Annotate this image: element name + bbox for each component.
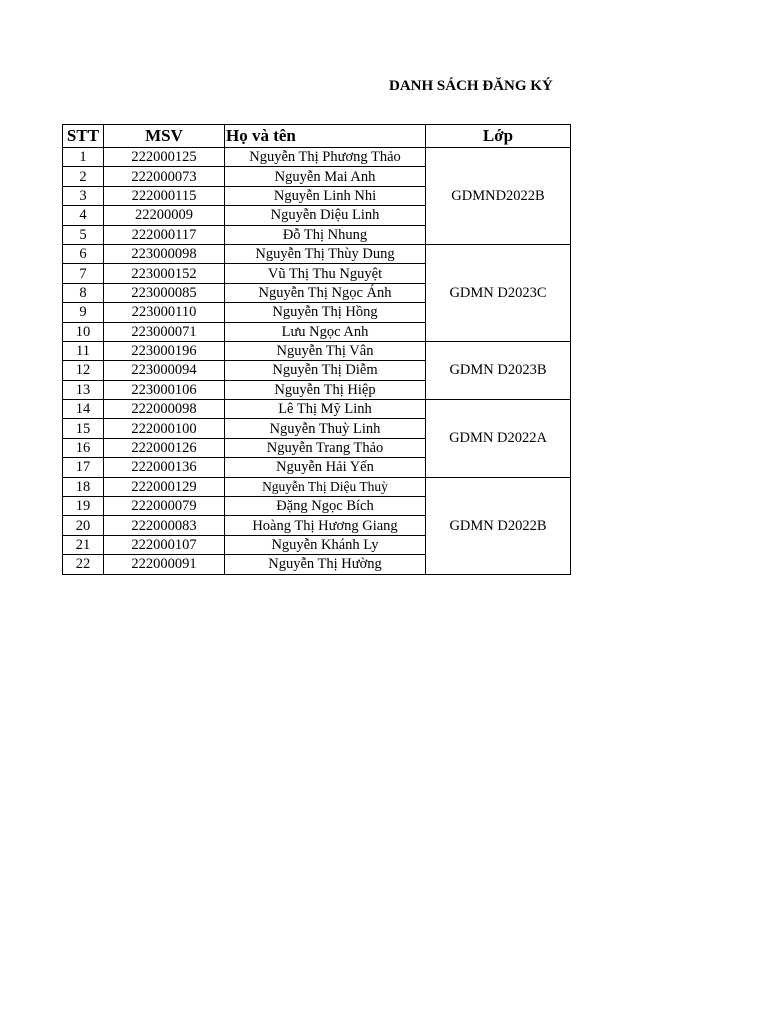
cell-msv: 222000125 <box>104 148 225 167</box>
cell-stt: 1 <box>63 148 104 167</box>
cell-msv: 223000110 <box>104 303 225 322</box>
cell-stt: 20 <box>63 516 104 535</box>
cell-class-group: GDMN D2023B <box>426 341 571 399</box>
cell-name: Nguyễn Thị Thùy Dung <box>225 244 426 263</box>
cell-name: Nguyễn Thị Diễm <box>225 361 426 380</box>
table-row <box>63 244 571 263</box>
cell-stt: 9 <box>63 303 104 322</box>
cell-name: Lưu Ngọc Anh <box>225 322 426 341</box>
cell-msv: 222000098 <box>104 400 225 419</box>
cell-msv: 222000117 <box>104 225 225 244</box>
cell-stt: 16 <box>63 438 104 457</box>
cell-stt: 18 <box>63 477 104 496</box>
cell-name: Nguyễn Mai Anh <box>225 167 426 186</box>
cell-msv: 222000126 <box>104 438 225 457</box>
cell-stt: 13 <box>63 380 104 399</box>
table-row <box>63 148 571 167</box>
cell-msv: 223000196 <box>104 341 225 360</box>
table-row <box>63 400 571 419</box>
cell-msv: 22200009 <box>104 206 225 225</box>
cell-msv: 223000152 <box>104 264 225 283</box>
cell-msv: 222000091 <box>104 555 225 574</box>
header-stt: STT <box>63 125 104 148</box>
cell-name: Đặng Ngọc Bích <box>225 497 426 516</box>
cell-class-group: GDMN D2022B <box>426 477 571 574</box>
cell-stt: 8 <box>63 283 104 302</box>
table-row <box>63 477 571 496</box>
registration-table <box>62 124 571 575</box>
cell-name: Nguyễn Thị Ngọc Ánh <box>225 283 426 302</box>
header-class: Lớp <box>426 125 571 148</box>
cell-name: Nguyễn Thị Hường <box>225 555 426 574</box>
cell-msv: 223000094 <box>104 361 225 380</box>
cell-name: Nguyễn Thị Hồng <box>225 303 426 322</box>
cell-stt: 6 <box>63 244 104 263</box>
cell-msv: 222000107 <box>104 535 225 554</box>
cell-msv: 223000098 <box>104 244 225 263</box>
cell-stt: 2 <box>63 167 104 186</box>
table-body <box>63 148 571 575</box>
cell-stt: 11 <box>63 341 104 360</box>
cell-name: Lê Thị Mỹ Linh <box>225 400 426 419</box>
cell-stt: 7 <box>63 264 104 283</box>
cell-name: Nguyễn Diệu Linh <box>225 206 426 225</box>
document-title: DANH SÁCH ĐĂNG KÝ <box>389 78 553 94</box>
cell-name: Nguyễn Trang Thảo <box>225 438 426 457</box>
cell-name: Nguyễn Thị Diệu Thuỳ <box>225 477 426 496</box>
cell-msv: 223000085 <box>104 283 225 302</box>
cell-msv: 223000071 <box>104 322 225 341</box>
cell-stt: 3 <box>63 186 104 205</box>
cell-stt: 4 <box>63 206 104 225</box>
cell-stt: 15 <box>63 419 104 438</box>
cell-name: Hoàng Thị Hương Giang <box>225 516 426 535</box>
table-header-row <box>63 125 571 148</box>
cell-stt: 21 <box>63 535 104 554</box>
cell-name: Nguyễn Thị Vân <box>225 341 426 360</box>
cell-msv: 222000079 <box>104 497 225 516</box>
cell-stt: 10 <box>63 322 104 341</box>
cell-msv: 222000100 <box>104 419 225 438</box>
cell-name: Nguyễn Thị Hiệp <box>225 380 426 399</box>
cell-name: Nguyễn Hải Yến <box>225 458 426 477</box>
cell-stt: 12 <box>63 361 104 380</box>
cell-msv: 222000083 <box>104 516 225 535</box>
cell-msv: 222000115 <box>104 186 225 205</box>
cell-msv: 222000129 <box>104 477 225 496</box>
table-row <box>63 341 571 360</box>
header-name: Họ và tên <box>225 125 426 148</box>
cell-stt: 22 <box>63 555 104 574</box>
header-msv: MSV <box>104 125 225 148</box>
cell-msv: 223000106 <box>104 380 225 399</box>
cell-name: Nguyễn Thị Phương Thảo <box>225 148 426 167</box>
cell-class-group: GDMN D2022A <box>426 400 571 478</box>
cell-stt: 19 <box>63 497 104 516</box>
cell-msv: 222000073 <box>104 167 225 186</box>
cell-name: Nguyễn Thuỳ Linh <box>225 419 426 438</box>
cell-class-group: GDMN D2023C <box>426 244 571 341</box>
cell-stt: 14 <box>63 400 104 419</box>
cell-msv: 222000136 <box>104 458 225 477</box>
cell-name: Đỗ Thị Nhung <box>225 225 426 244</box>
cell-name: Vũ Thị Thu Nguyệt <box>225 264 426 283</box>
cell-class-group: GDMND2022B <box>426 148 571 245</box>
cell-stt: 5 <box>63 225 104 244</box>
cell-name: Nguyễn Linh Nhi <box>225 186 426 205</box>
cell-stt: 17 <box>63 458 104 477</box>
cell-name: Nguyễn Khánh Ly <box>225 535 426 554</box>
